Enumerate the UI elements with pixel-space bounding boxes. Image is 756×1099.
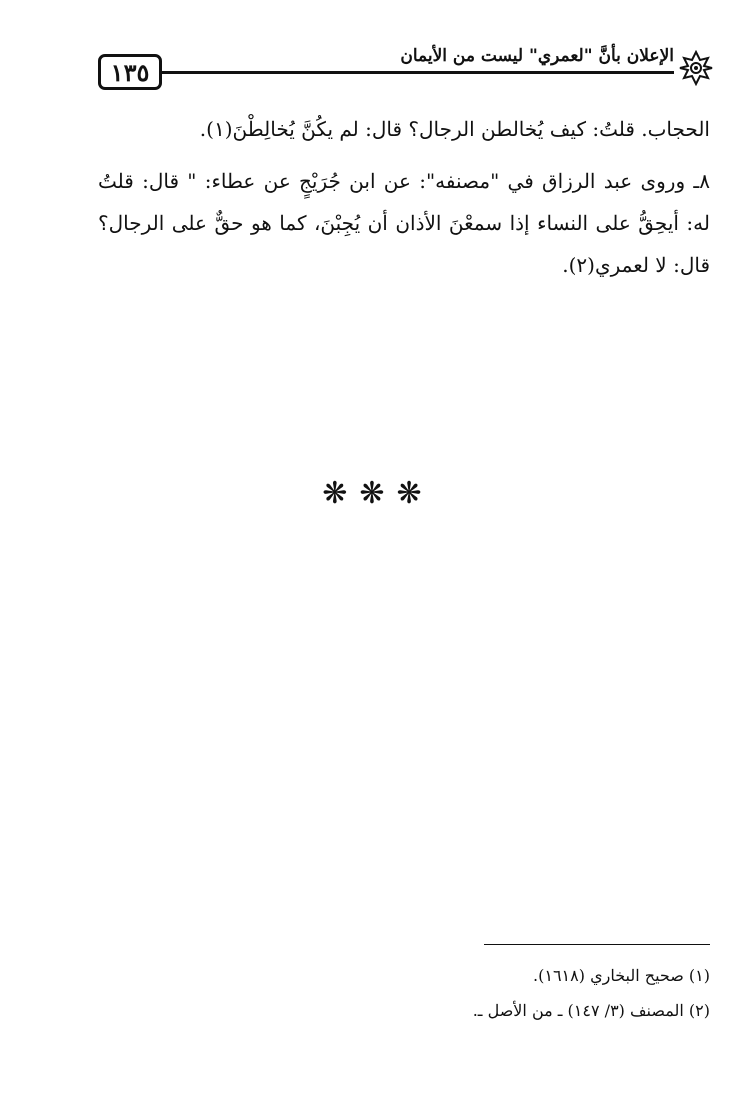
running-title: الإعلان بأنَّ "لعمري" ليست من الأيمان (400, 46, 674, 66)
footnote-rule (484, 944, 710, 945)
section-separator: ❋❋❋ (322, 476, 434, 511)
paragraph-continuation: الحجاب. قلتُ: كيف يُخالطن الرجال؟ قال: لم يكُنَّ يُخالِطْنَ(١). (199, 117, 710, 141)
footnote-1: (١) صحيح البخاري (١٦١٨). (533, 966, 710, 985)
paragraph-hadith-8: ٨ـ وروى عبد الرزاق في "مصنفه": عن ابن جُرَيْجٍ عن عطاء: " قال: قلتُ له: أيحِقُّ على النساء إذا سمعْنَ الأذان أن يُجِبْنَ، كما هو حقٌّ على الرجال؟ قال: لا لعمري(٢). (98, 169, 710, 277)
page-number: ١٣٥ (98, 54, 162, 90)
header-rule (162, 71, 674, 74)
footnote-2: (٢) المصنف (٣/ ١٤٧) ـ من الأصل ـ. (472, 1001, 710, 1020)
flower-ornament-icon (678, 50, 714, 86)
page-header (98, 44, 714, 98)
